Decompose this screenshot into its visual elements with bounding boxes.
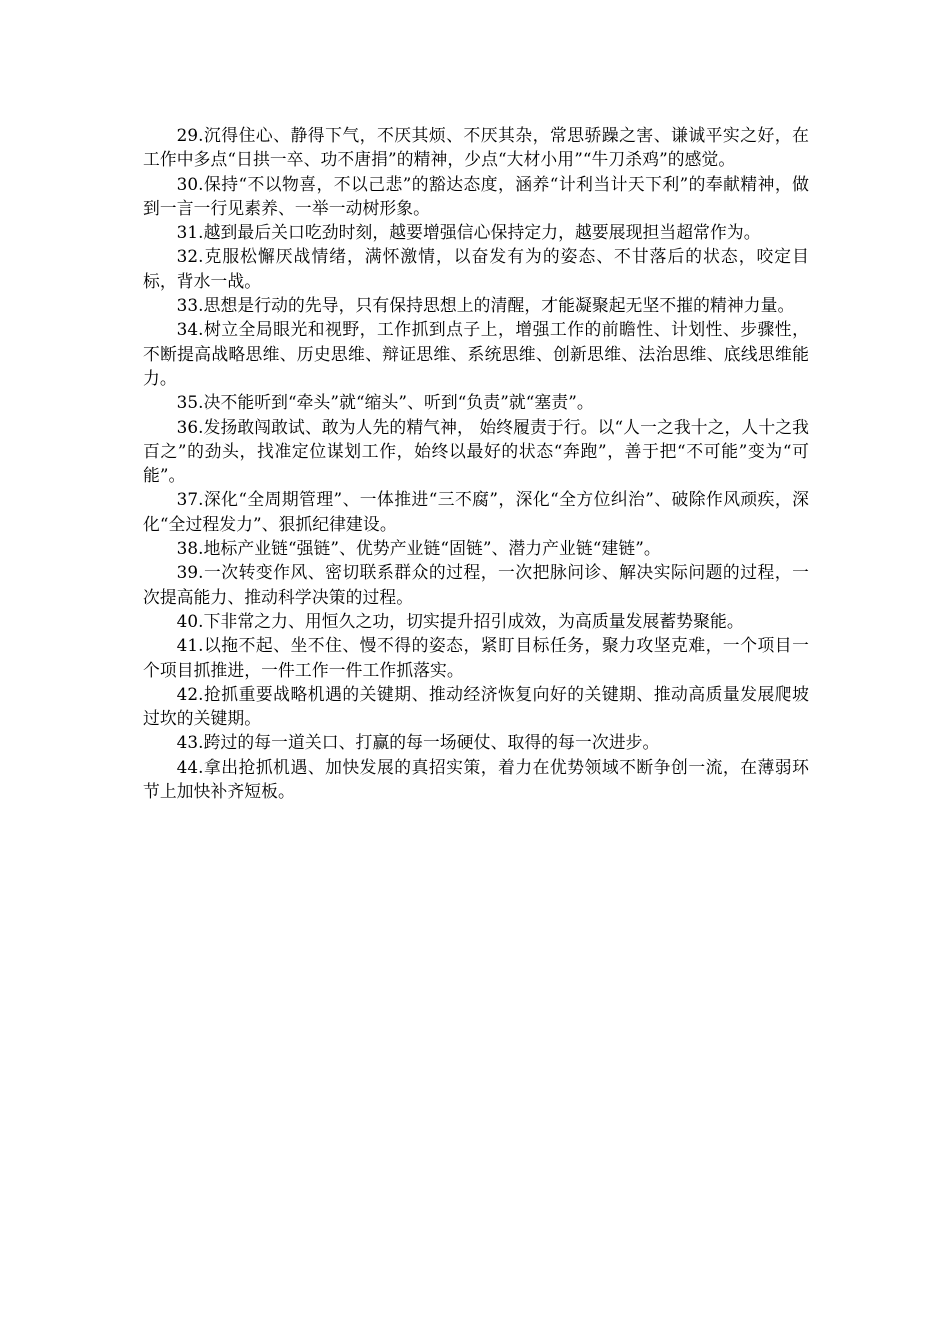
paragraph-36: 36.发扬敢闯敢试、敢为人先的精气神， 始终履责于行。以“人一之我十之，人十之我百之”的劲头，找准定位谋划工作，始终以最好的状态“奔跑”，善于把“不可能”变为“可能”。 [143,416,809,486]
paragraph-39: 39.一次转变作风、密切联系群众的过程，一次把脉问诊、解决实际问题的过程，一次提高能力、推动科学决策的过程。 [143,562,809,607]
paragraph-34: 34.树立全局眼光和视野，工作抓到点子上，增强工作的前瞻性、计划性、步骤性，不断提高战略思维、历史思维、辩证思维、系统思维、创新思维、法治思维、底线思维能力。 [143,319,809,388]
paragraph-30: 30.保持“不以物喜，不以己悲”的豁达态度，涵养“计利当计天下利”的奉献精神，做到一言一行见素养、一举一动树形象。 [143,173,809,218]
paragraph-33: 33.思想是行动的先导，只有保持思想上的清醒，才能凝聚起无坚不摧的精神力量。 [176,295,795,316]
paragraph-37: 37.深化“全周期管理”、一体推进“三不腐”，深化“全方位纠治”、破除作风顽疾，深化“全过程发力”、狠抓纪律建设。 [143,489,809,534]
document-body [143,123,809,803]
paragraph-32: 32.克服松懈厌战情绪，满怀激情，以奋发有为的姿态、不甘落后的状态，咬定目标，背水一战。 [143,246,809,291]
paragraph-40: 40.下非常之力、用恒久之功，切实提升招引成效，为高质量发展蓄势聚能。 [176,610,744,631]
paragraph-31: 31.越到最后关口吃劲时刻，越要增强信心保持定力，越要展现担当超常作为。 [176,222,761,243]
paragraph-41: 41.以拖不起、坐不住、慢不得的姿态，紧盯目标任务，聚力攻坚克难，一个项目一个项目抓推进，一件工作一件工作抓落实。 [143,635,809,680]
paragraph-43: 43.跨过的每一道关口、打赢的每一场硬仗、取得的每一次进步。 [176,732,660,753]
paragraph-42: 42.抢抓重要战略机遇的关键期、推动经济恢复向好的关键期、推动高质量发展爬坡过坎的关键期。 [143,683,809,729]
paragraph-44: 44.拿出抢抓机遇、加快发展的真招实策，着力在优势领域不断争创一流，在薄弱环节上加快补齐短板。 [143,756,809,802]
paragraph-38: 38.地标产业链“强链”、优势产业链“固链”、潜力产业链“建链”。 [176,538,661,559]
paragraph-29: 29.沉得住心、静得下气，不厌其烦、不厌其杂，常思骄躁之害、谦诚平实之好，在工作中多点“日拱一卒、功不唐捐”的精神，少点“大材小用”“牛刀杀鸡”的感觉。 [143,125,809,170]
paragraph-35: 35.决不能听到“牵头”就“缩头”、听到“负责”就“塞责”。 [176,392,594,413]
